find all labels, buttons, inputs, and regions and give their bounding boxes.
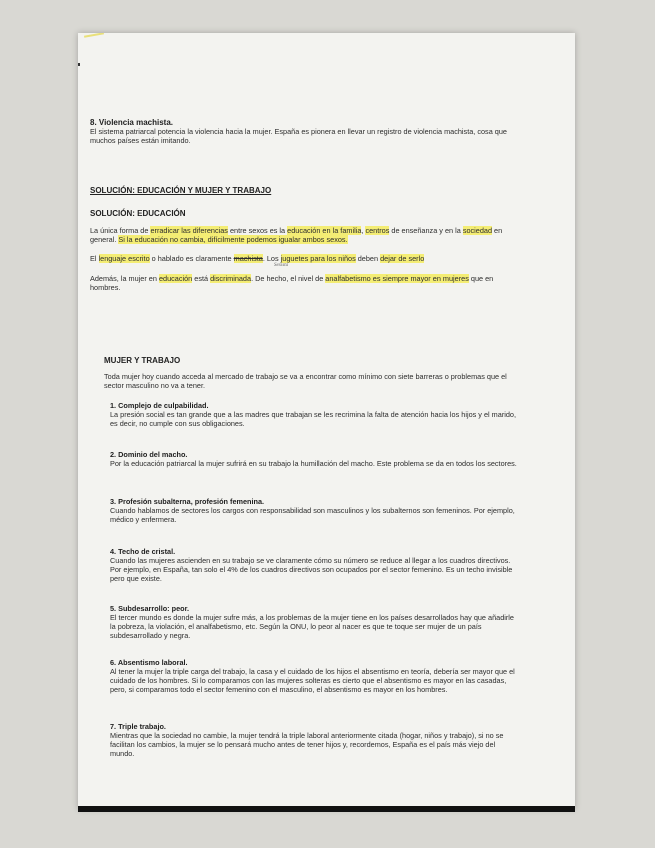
- item-text: Por la educación patriarcal la mujer sufrirá en su trabajo la humillación del macho. Este problema se da en todos los sectores.: [110, 459, 517, 468]
- work-intro: Toda mujer hoy cuando acceda al mercado de trabajo se va a encontrar como mínimo con siete barreras o problemas que el sector masculino no va a tener.: [104, 372, 507, 391]
- item-title: 2. Dominio del macho.: [110, 450, 188, 459]
- education-paragraph-1: La única forma de erradicar las diferencias entre sexos es la educación en la familia, centros de enseñanza y en la sociedad en general. Si la educación no cambia, difícilmente podemos igualar ambos sexos.: [90, 226, 503, 245]
- education-paragraph-3: Además, la mujer en educación está discriminada. De hecho, el nivel de analfabetismo es siempre mayor en mujeres que en hombres.: [90, 273, 494, 292]
- item-title: 3. Profesión subalterna, profesión femenina.: [110, 497, 265, 506]
- item-title: 1. Complejo de culpabilidad.: [110, 401, 209, 410]
- work-item: [110, 450, 520, 468]
- work-item: [110, 722, 520, 759]
- item-text: Cuando las mujeres ascienden en su trabajo se ve claramente cómo su número se reduce al llegar a los cuadros directivos. Por ejemplo, en España, tan solo el 4% de los cuadros directivos son ocupados por el sector femenino. Es un techo invisible pero que existe.: [110, 556, 513, 584]
- item-title: 7. Triple trabajo.: [110, 722, 166, 731]
- work-item: [110, 658, 520, 695]
- item-text: La presión social es tan grande que a las madres que trabajan se les recrimina la falta de atención hacia los hijos y el marido, es decir, no cumple con sus obligaciones.: [110, 410, 517, 429]
- work-title: MUJER Y TRABAJO: [104, 356, 181, 365]
- work-block: [104, 356, 519, 390]
- main-title: SOLUCIÓN: EDUCACIÓN Y MUJER Y TRABAJO: [90, 186, 272, 195]
- page-bottom-edge: [78, 806, 575, 812]
- section-violencia: [90, 118, 510, 145]
- education-paragraph-2: El lenguaje escrito o hablado es claramente machista. Los juguetes para los niños deben dejar de serlo Sexista: [90, 254, 510, 263]
- highlighter-mark: [84, 33, 104, 38]
- work-item: [110, 497, 520, 524]
- item-text: El tercer mundo es donde la mujer sufre más, a los problemas de la mujer tiene en los países desarrollados hay que añadirle la pobreza, la violación, el analfabetismo, etc. Según la ONU, lo peor al nacer es que te toque ser mujer de un país subdesarrollado y negra.: [110, 613, 514, 641]
- education-title: SOLUCIÓN: EDUCACIÓN: [90, 209, 186, 218]
- solution-heading-block: [90, 186, 510, 195]
- handwritten-note: Sexista: [274, 263, 289, 269]
- work-item: [110, 547, 520, 584]
- education-block: [90, 209, 510, 292]
- item-title: 6. Absentismo laboral.: [110, 658, 188, 667]
- item-title: 5. Subdesarrollo: peor.: [110, 604, 190, 613]
- item-text: Al tener la mujer la triple carga del trabajo, la casa y el cuidado de los hijos el absentismo en teoría, debería ser mayor que el cuidado de los hombres. Si lo comparamos con las mujeres solteras es cierto que el absentismo es mayor en las casadas, pero, si comparamos todo el sector femenino con el masculino, el absentismo es mayor en los hombres.: [110, 667, 515, 695]
- scanned-page: [78, 33, 575, 809]
- item-text: Cuando hablamos de sectores los cargos con responsabilidad son masculinos y los subalternos son femeninos. Por ejemplo, médico y enfermera.: [110, 506, 515, 525]
- ink-dot: [78, 63, 80, 66]
- item-text: Mientras que la sociedad no cambie, la mujer tendrá la triple laboral anteriormente citada (hogar, niños y trabajo), si no se facilitan los cambios, la mujer se lo pensará mucho antes de tener hijos y, recordemos, España es el país más viejo del mundo.: [110, 731, 504, 759]
- work-item: [110, 401, 520, 428]
- item-title: 4. Techo de cristal.: [110, 547, 176, 556]
- work-item: [110, 604, 520, 641]
- section-text: El sistema patriarcal potencia la violencia hacia la mujer. España es pionera en llevar un registro de violencia machista, cosa que muchos países están imitando.: [90, 127, 507, 146]
- section-title: 8. Violencia machista.: [90, 118, 174, 127]
